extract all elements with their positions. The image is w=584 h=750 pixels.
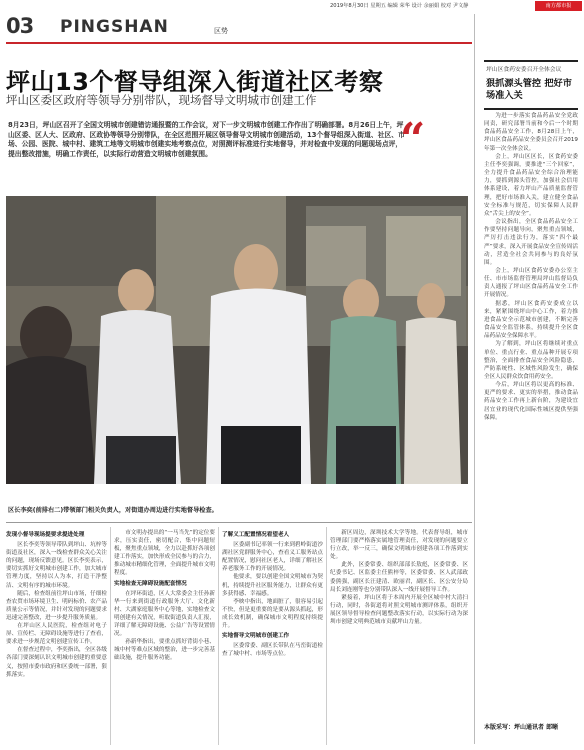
sidebar-headline: 狠抓源头管控 把好市场准入关 — [486, 78, 572, 101]
sidebar-paragraph: 会议指出，全区食品药品安全工作要坚持问题导向，聚焦重点领域，严厉打击违法行为，落实“四个最严”要求，深入开展食品安全宣传周活动，营造全社会共同参与的良好氛围。 — [484, 219, 578, 266]
body-paragraph: 新区周边，深圳技术大学等地。代表督导组，城市管理部门要严格落实属地管理责任，对发现的问题要立行立改，举一反三，确保文明城市创建各项工作落到实处。 — [330, 530, 468, 561]
column-rule — [218, 527, 219, 745]
top-bar — [0, 0, 584, 13]
body-paragraph: 随后，检查组前往坪山市场，仔细检查农贸市场环境卫生、明码标价、农产品质量公示等情况，并针对发现的问题要求迅速完善整改，进一步提升服务质量。 — [6, 590, 107, 621]
section-subheading: 实地检查无障碍设施配套情况 — [114, 580, 187, 587]
headline: 坪山13个督导组深入街道社区考察 — [6, 68, 384, 96]
body-paragraph: 区委副书记率领一行来到碧岭街道沙湖社区党群服务中心，查看义工服务站点配置情况，慰问社区老人，详细了解社区养老服务工作的开展情况。 — [222, 542, 323, 573]
body-paragraph: 孙新华指出，要重点抓好背街小巷、城中村等难点区域的整治，进一步完善基础设施，提升服务功能。 — [114, 639, 215, 662]
section-name-cn: 区势 — [214, 27, 228, 35]
body-paragraph: 李映中指出，地面脏了，很容易引起不快，但是更重要的是要从源头抓起，形成长效机制，确保城市文明程度持续提升。 — [222, 598, 323, 630]
subheadline: 坪山区委区政府等领导分别带队，现场督导文明城市创建工作 — [6, 93, 317, 107]
page-number: 03 — [6, 14, 34, 38]
body-paragraph: 在坪山区人民医院，检查组对电子屏、宣传栏、无障碍设施等进行了查看，要求进一步规范文明创建宣传工作。 — [6, 623, 107, 646]
header-rule — [6, 42, 472, 44]
sidebar-paragraph: 据悉，坪山区食药安委成立以来，紧紧围绕坪山中心工作，着力推进食品安全示范城市创建，不断完善食品安全监管体系，持续提升全区食品药品安全保障水平。 — [484, 300, 578, 340]
body-paragraph: 在坪环街道，区人大常委会主任孙新华一行来到街道行政服务大厅、文化新村、大湖家庭服务中心等地，实地检查文明创建有关情况，听取街道负责人汇报，详细了解无障碍设施、公益广告等设置情况。 — [114, 590, 215, 638]
sidebar-body — [484, 112, 578, 712]
body-paragraph: 此外，区委常委、组织部部长敖彪，区委常委、区纪委书记、区监委主任熊梓等，区委常委、区人武部政委熊强，副区长汪建清、欧丽君，副区长、区公安分局局长刘连刚等也分别带队深入一线开展督导工作。 — [330, 562, 468, 593]
body-column-2 — [114, 529, 215, 744]
sidebar-paragraph: 为进一步落实食品药品安全党政同责，研究部署当前和今后一个时期食品药品安全工作，8月28日上午，坪山区食品药品安全委员会召开2019年第一次全体会议。 — [484, 113, 578, 152]
sidebar-paragraph: 今后，坪山区将以更高的标准、更严的要求、更实的举措，推动食品药品安全工作再上新台阶，为建设宜居宜业的现代化国际性城区提供坚强保障。 — [484, 382, 578, 421]
section-name: PINGSHAN — [60, 17, 169, 37]
body-column-1 — [6, 529, 107, 744]
quote-mark-icon: “ — [400, 114, 426, 165]
sidebar-kicker: 坪山区食药安委召开全体会议 — [486, 67, 562, 73]
body-column-3 — [222, 529, 323, 744]
body-paragraph: 紧接着，坪山区将于本周内开展全区城中村大清扫行动，同时，各街道将对照文明城市测评体系，组织开展区领导督导检查问题整改落实行动，以实际行动为深圳市创建文明典范城市贡献坪山力量。 — [330, 594, 468, 626]
body-paragraph: 区委常委、副区长带队在马峦街道检查了城中村、市场等点位。 — [222, 643, 323, 658]
section-subheading: 了解义工配置情况看望老人 — [222, 532, 290, 538]
photo-caption: 区长李奕(前排右二)带领部门相关负责人，对街道办周边进行实地督导检查。 — [8, 507, 218, 514]
sidebar-paragraph: 会上，坪山区食药安委办公室主任、市市场监督管理局坪山监督局负责人通报了坪山区食品药品安全工作开展情况。 — [484, 267, 578, 299]
body-paragraph: 在督查过程中，李奕指出，全区各级各部门要深刻认识文明城市创建的重要意义，按照市委市政府和区委统一部署，狠抓落实。 — [6, 647, 107, 678]
body-paragraph: 市文明办提出的“一马当先”的定位要求，压实责任，密切配合，集中问题短板，聚焦重点领域，全力以赴抓好各项创建工作落实，加快形成全民参与的合力，推动城市精细化管理，全面提升城市文明程度。 — [114, 530, 215, 577]
issue-meta: 2019年8月30日 星期五 编辑 荣华 设计 余丽娟 校对 尹文静 — [330, 3, 469, 9]
section-subheading: 实地督导文明城市创建工作 — [222, 633, 290, 640]
body-paragraph: 区长李奕等领导带队到坪山、坑梓等街道及社区，深入一线检查群众关心关注的问题，现场反馈意见。区长李奕表示，要切实抓好文明城市创建工作，加大城市管理力度，坚持以人为本，打造干净整洁、文明有序的城市环境。 — [6, 542, 107, 589]
body-paragraph: 他要求，要以创建全国文明城市为契机，持续提升社区服务能力，让群众有更多获得感、幸福感。 — [222, 574, 323, 597]
sidebar-paragraph: 会上，坪山区区长，区食药安委主任李奕强调，要推进“三个回家”，全力提升食品药品安全综合治理能力，要抓到源头管控，加强社会信用体系建设，着力坪山产品质量监督管理，把好市场准入关，建立健全食品安全标准与规范，切实保障人民群众“舌尖上的安全”。 — [484, 153, 578, 217]
column-divider — [474, 14, 475, 744]
sidebar-paragraph: 为了解到，坪山区将继续对重点单位、重点行业、重点品种开展专项整治，全面排查食品安全风险隐患，严防系统性、区域性风险发生，确保全区人民群众饮食用药安全。 — [484, 341, 578, 380]
lead-paragraph: 8月23日，坪山区召开了全国文明城市创建错访通报暨的工作会议，对下一步文明城市创建工作作出了明确部署。8月26日上午，坪山区委、区人大、区政府、区政协等领导分别带队，在全区范围开展区领导督导文明城市创建活动，13个督导组深入街道、社区、市场、公园、医院、城中村、建筑工地等文明城市创建实地考察点位，对照测评标准进行实地督导，并对检查中发现的问题现场点评，提出整改措施，明确工作责任，以实际行动营造文明城市创建氛围。 — [8, 121, 405, 158]
body-column-4 — [330, 529, 468, 744]
caption-rule — [6, 522, 472, 523]
column-rule — [110, 527, 111, 745]
byline: 本版采写：坪山通讯者 郎晰 — [484, 724, 559, 731]
news-photo — [6, 196, 468, 484]
column-rule — [326, 527, 327, 745]
newspaper-logo: 南方都市报 — [535, 1, 582, 11]
section-subheading: 发现小督导现场提要求提进处理 — [6, 532, 85, 538]
